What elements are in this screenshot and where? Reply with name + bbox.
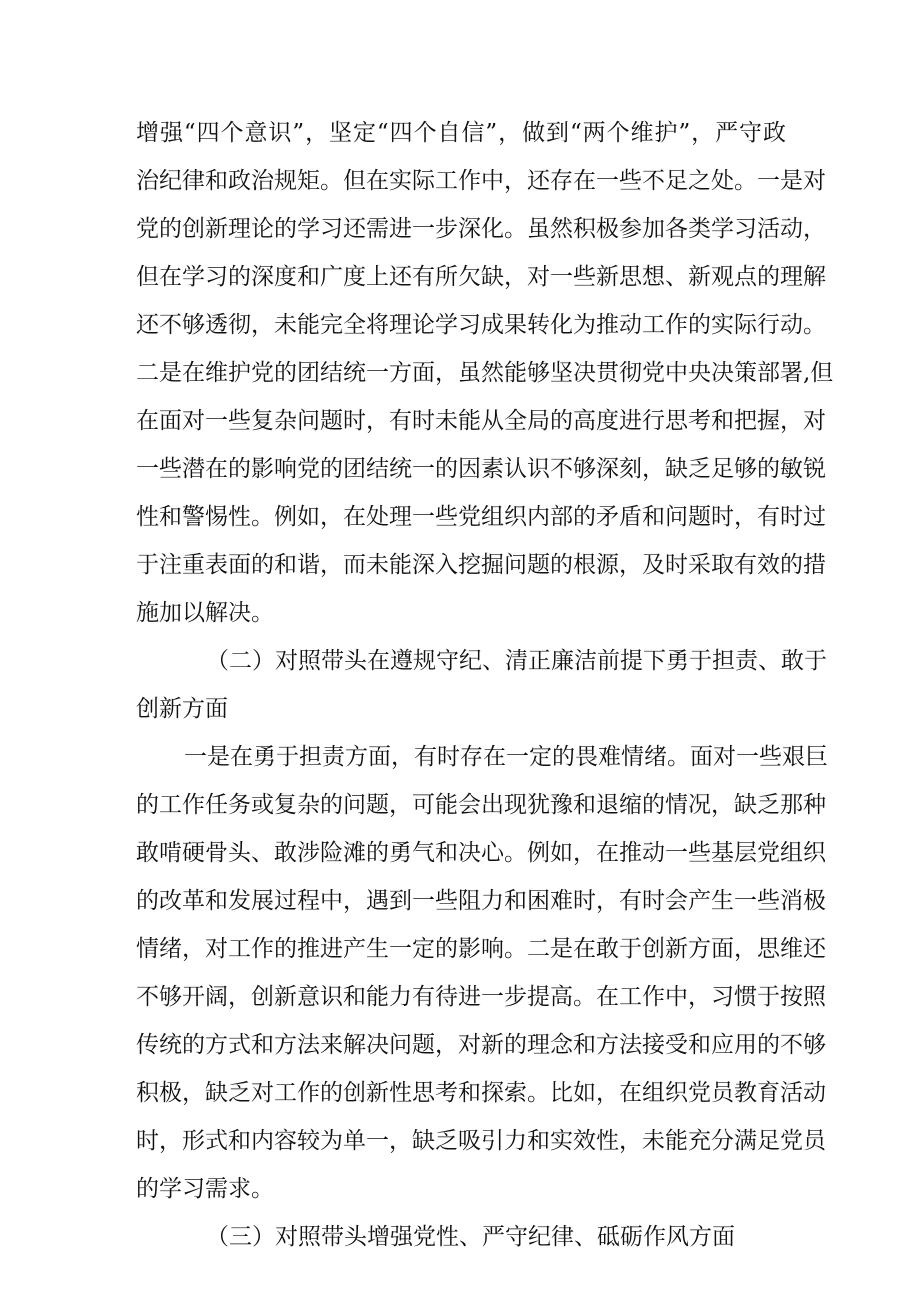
paragraph-2-line-4: 的改革和发展过程中，遇到一些阻力和困难时，有时会产生一些消极 <box>136 888 826 914</box>
paragraph-1-line-8: 一些潜在的影响党的团结统一的因素认识不够深刻，缺乏足够的敏锐 <box>136 456 826 482</box>
paragraph-2-line-9: 时，形式和内容较为单一，缺乏吸引力和实效性，未能充分满足党员 <box>136 1128 826 1154</box>
paragraph-2-line-2: 的工作任务或复杂的问题，可能会出现犹豫和退缩的情况，缺乏那种 <box>136 792 826 818</box>
paragraph-2-line-8: 积极，缺乏对工作的创新性思考和探索。比如，在组织党员教育活动 <box>136 1080 826 1106</box>
paragraph-1-line-10: 于注重表面的和谐，而未能深入挖掘问题的根源，及时采取有效的措 <box>136 552 826 578</box>
paragraph-1-line-5: 还不够透彻，未能完全将理论学习成果转化为推动工作的实际行动。 <box>136 312 826 338</box>
paragraph-2-line-7: 传统的方式和方法来解决问题，对新的理念和方法接受和应用的不够 <box>136 1032 826 1058</box>
paragraph-1-line-9: 性和警惕性。例如，在处理一些党组织内部的矛盾和问题时，有时过 <box>136 504 826 530</box>
section-heading-2-line-2: 创新方面 <box>136 696 228 722</box>
paragraph-2-line-10: 的学习需求。 <box>136 1176 274 1202</box>
paragraph-1-line-4: 但在学习的深度和广度上还有所欠缺，对一些新思想、新观点的理解 <box>136 264 826 290</box>
paragraph-1-line-1: 增强“四个意识”，坚定“四个自信”，做到“两个维护”，严守政 <box>136 120 786 146</box>
paragraph-2-line-3: 敢啃硬骨头、敢涉险滩的勇气和决心。例如，在推动一些基层党组织 <box>136 840 826 866</box>
section-heading-3: （三）对照带头增强党性、严守纪律、砥砺作风方面 <box>206 1224 735 1250</box>
section-heading-2-line-1: （二）对照带头在遵规守纪、清正廉洁前提下勇于担责、敢于 <box>206 648 827 674</box>
paragraph-2-line-6: 不够开阔，创新意识和能力有待进一步提高。在工作中，习惯于按照 <box>136 984 826 1010</box>
paragraph-2-line-5: 情绪，对工作的推进产生一定的影响。二是在敢于创新方面，思维还 <box>136 936 826 962</box>
paragraph-1-line-2: 治纪律和政治规矩。但在实际工作中，还存在一些不足之处。一是对 <box>136 168 826 194</box>
paragraph-2-line-1: 一是在勇于担责方面，有时存在一定的畏难情绪。面对一些艰巨 <box>184 744 828 770</box>
paragraph-1-line-7: 在面对一些复杂问题时，有时未能从全局的高度进行思考和把握，对 <box>136 408 826 434</box>
paragraph-1-line-6: 二是在维护党的团结统一方面，虽然能够坚决贯彻党中央决策部署,但 <box>136 360 834 386</box>
paragraph-1-line-3: 党的创新理论的学习还需进一步深化。虽然积极参加各类学习活动， <box>136 216 826 242</box>
paragraph-1-line-11: 施加以解决。 <box>136 600 274 626</box>
